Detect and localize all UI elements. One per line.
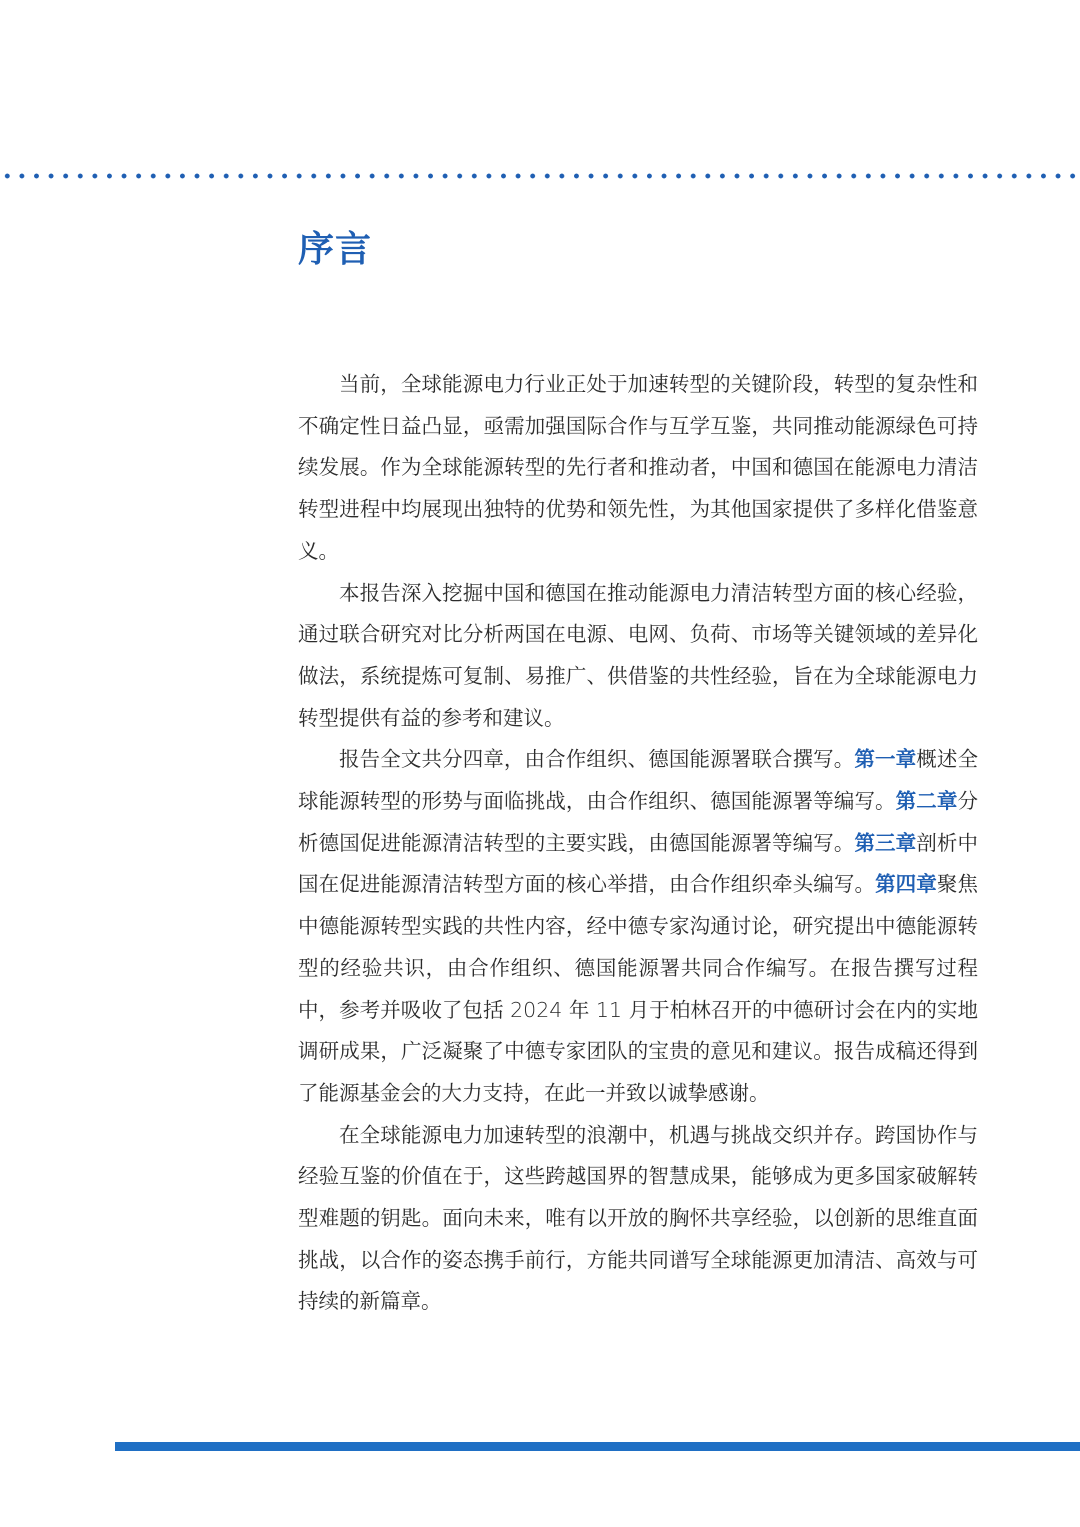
- chapter-3-text: 剖析中国在促进能源清洁转型方面的核心举措，由合作组织牵头编写。: [298, 830, 978, 897]
- paragraph-3-intro: 报告全文共分四章，由合作组织、德国能源署联合撰写。: [339, 747, 855, 772]
- dotted-divider: [0, 172, 1080, 180]
- chapter-4-text: 聚焦中德能源转型实践的共性内容，经中德专家沟通讨论，研究提出中德能源转型的经验共识，由合作组织、德国能源署共同合作编写。在报告撰写过程中，参考并吸收了包括 2024 年 11 月于柏林召开的中德研讨会在内的实地调研成果，广泛凝聚了中德专家团队的宝贵的意见和建议。报告成稿还得到了能源基金会的大力支持，在此一并致以诚挚感谢。: [298, 872, 978, 1105]
- paragraph-2: 本报告深入挖掘中国和德国在推动能源电力清洁转型方面的核心经验，通过联合研究对比分析两国在电源、电网、负荷、市场等关键领域的差异化做法，系统提炼可复制、易推广、供借鉴的共性经验，旨在为全球能源电力转型提供有益的参考和建议。: [298, 580, 978, 730]
- chapter-3-ref: 第三章: [854, 830, 917, 855]
- chapter-1-text: 概述全球能源转型的形势与面临挑战，由合作组织、德国能源署等编写。: [298, 747, 979, 814]
- chapter-2-ref: 第二章: [895, 789, 958, 814]
- paragraph-1: 当前，全球能源电力行业正处于加速转型的关键阶段，转型的复杂性和不确定性日益凸显，亟需加强国际合作与互学互鉴，共同推动能源绿色可持续发展。作为全球能源转型的先行者和推动者，中国和德国在能源电力清洁转型进程中均展现出独特的优势和领先性，为其他国家提供了多样化借鉴意义。: [298, 372, 978, 563]
- paragraph-3: [298, 739, 978, 1114]
- page-title: 序言: [298, 229, 373, 270]
- paragraph-4: 在全球能源电力加速转型的浪潮中，机遇与挑战交织并存。跨国协作与经验互鉴的价值在于，这些跨越国界的智慧成果，能够成为更多国家破解转型难题的钥匙。面向未来，唯有以开放的胸怀共享经验，以创新的思维直面挑战，以合作的姿态携手前行，方能共同谱写全球能源更加清洁、高效与可持续的新篇章。: [298, 1122, 978, 1314]
- chapter-1-ref: 第一章: [854, 747, 917, 772]
- preface-body: [298, 364, 978, 1323]
- chapter-4-ref: 第四章: [875, 872, 937, 897]
- chapter-2-text: 分析德国促进能源清洁转型的主要实践，由德国能源署等编写。: [298, 789, 978, 855]
- footer-bar: [115, 1442, 1080, 1451]
